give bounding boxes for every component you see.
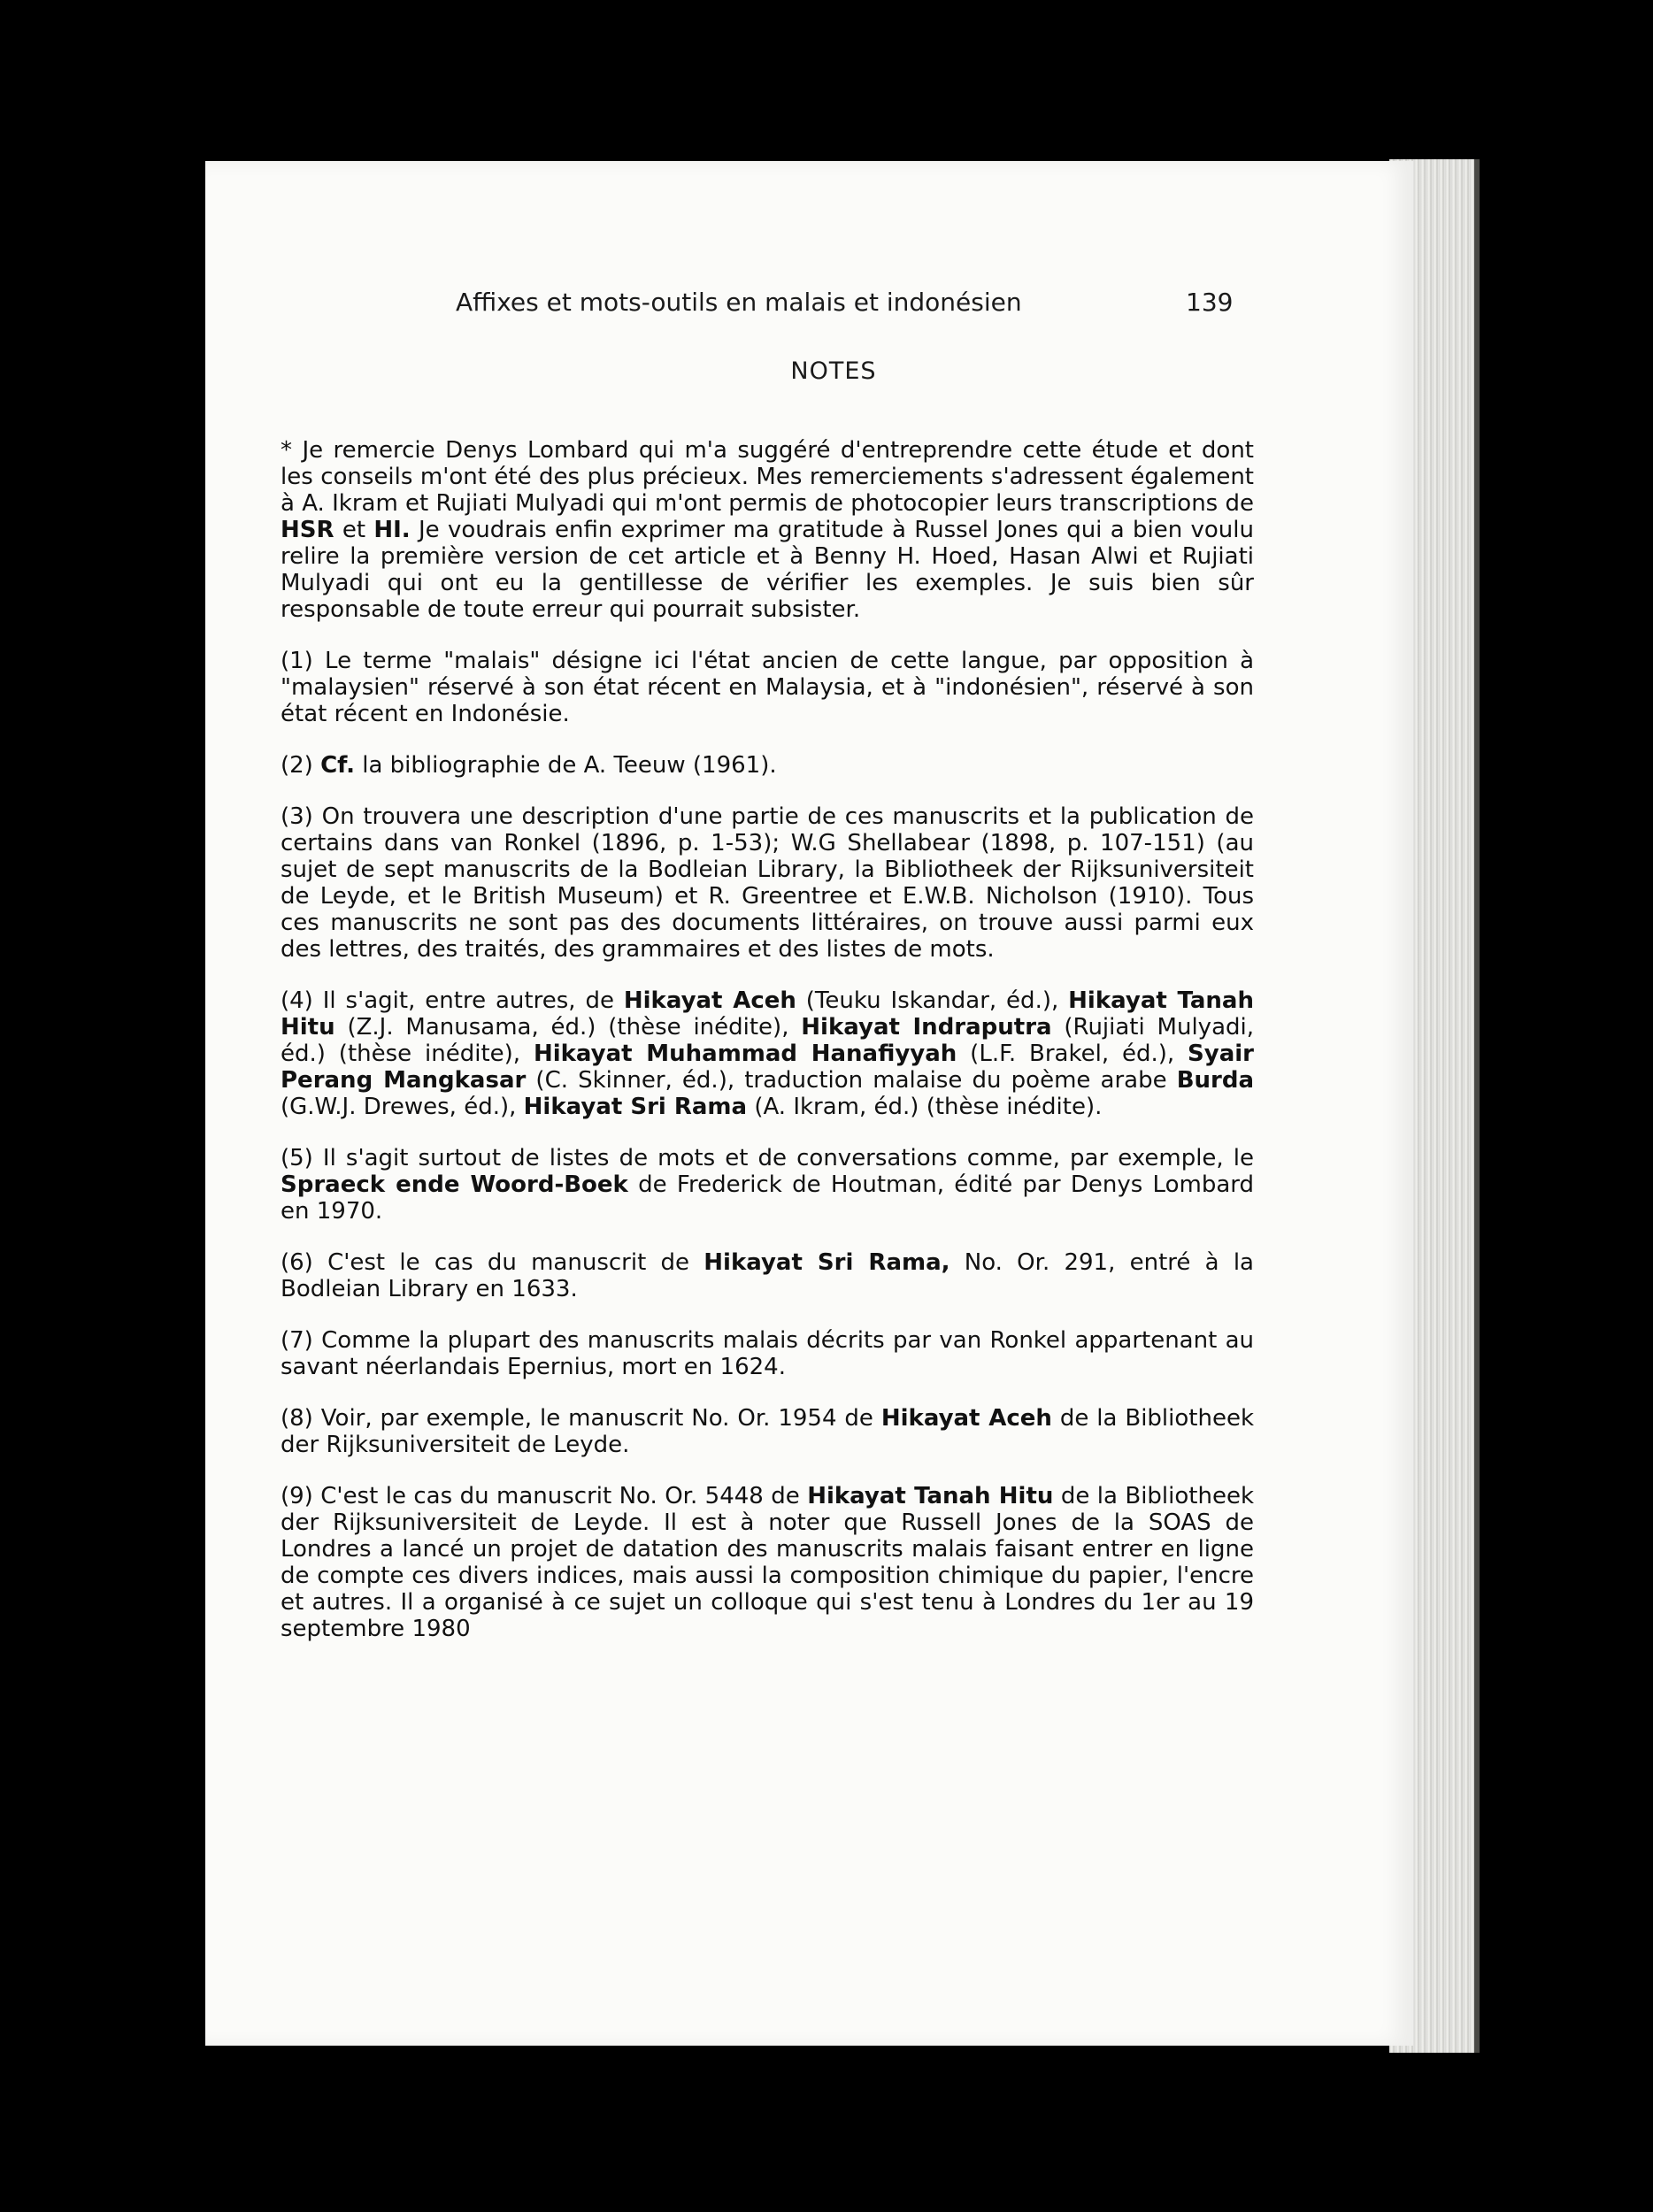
note-text: (2) [281, 752, 321, 779]
note-text: * Je remercie Denys Lombard qui m'a suggéré d'entreprendre cette étude et dont les conseils m'ont été des plus précieux. Mes remerciements s'adressent également à A. Ikram et Rujiati Mulyadi qui m'ont permis de photocopier leurs transcriptions de [281, 437, 1254, 517]
note-text: de la Bibliotheek der Rijksuniversiteit de Leyde. Il est à noter que Russell Jones de la SOAS de Londres a lancé un projet de datation des manuscrits malais faisant entrer en ligne de compte ces divers indices, mais aussi la composition chimique du papier, l'encre et autres. Il a organisé à ce sujet un colloque qui s'est tenu à Londres du 1er au 19 septembre 1980 [281, 1483, 1255, 1642]
note-text: (9) C'est le cas du manuscrit No. Or. 5448 de [281, 1483, 808, 1509]
note-title-emphasis: Hikayat Tanah Hitu [281, 987, 1254, 1041]
note-text: (C. Skinner, éd.), traduction malaise du poème arabe [526, 1067, 1177, 1094]
note-text: (3) On trouvera une description d'une partie de ces manuscrits et la publication de certains dans van Ronkel (1896, p. 1-53); W.G Shellabear (1898, p. 107-151) (au sujet de sept manuscrits de la Bodleian Library, la Bibliotheek der Rijksuniversiteit de Leyde, et le British Museum) et R. Greentree et E.W.B. Nicholson (1910). Tous ces manuscrits ne sont pas des documents littéraires, on trouve aussi parmi eux des lettres, des traités, des grammaires et des listes de mots. [281, 803, 1254, 963]
section-title: NOTES [790, 357, 877, 385]
note-title-emphasis: Hikayat Sri Rama, [703, 1249, 950, 1276]
note-text: (8) Voir, par exemple, le manuscrit No. Or. 1954 de [281, 1405, 881, 1432]
note-4 [281, 987, 1254, 1120]
note-text: (Teuku Iskandar, éd.), [796, 987, 1069, 1014]
notes-list [281, 437, 1254, 1667]
note-title-emphasis: HSR [281, 517, 334, 543]
note-text: (4) Il s'agit, entre autres, de [281, 987, 624, 1014]
note-title-emphasis: Spraeck ende Woord-Boek [281, 1171, 628, 1198]
note-text: la bibliographie de A. Teeuw (1961). [354, 752, 777, 779]
note-title-emphasis: Hikayat Aceh [623, 987, 796, 1014]
note-text: (1) Le terme "malais" désigne ici l'état ancien de cette langue, par opposition à "malaysien" réservé à son état récent en Malaysia, et à "indonésien", réservé à son état récent en Indonésie. [281, 648, 1254, 727]
note-text: (7) Comme la plupart des manuscrits malais décrits par van Ronkel appartenant au savant néerlandais Epernius, mort en 1624. [281, 1327, 1254, 1380]
note-title-emphasis: HI. [373, 517, 411, 543]
note-2 [281, 752, 1254, 779]
note-3 [281, 803, 1254, 963]
book-page [205, 161, 1413, 2046]
note-8 [281, 1405, 1254, 1458]
note-6 [281, 1249, 1254, 1302]
note-text: (Z.J. Manusama, éd.) (thèse inédite), [334, 1014, 802, 1041]
note-acknowledgement [281, 437, 1254, 623]
note-text: de Frederick de Houtman, édité par Denys Lombard en 1970. [281, 1171, 1254, 1225]
note-5 [281, 1145, 1254, 1225]
note-title-emphasis: Hikayat Aceh [880, 1405, 1052, 1432]
note-text: (6) C'est le cas du manuscrit de [281, 1249, 704, 1276]
running-header [205, 288, 1413, 332]
note-text: No. Or. 291, entré à la Bodleian Library en 1633. [281, 1249, 1254, 1302]
running-title: Affixes et mots-outils en malais et indonésien [456, 288, 1022, 317]
note-text: (G.W.J. Drewes, éd.), [281, 1094, 524, 1120]
note-text: (L.F. Brakel, éd.), [957, 1041, 1188, 1067]
note-title-emphasis: Cf. [320, 752, 355, 779]
note-title-emphasis: Hikayat Sri Rama [523, 1094, 748, 1120]
note-text: (5) Il s'agit surtout de listes de mots et de conversations comme, par exemple, le [281, 1145, 1254, 1171]
note-title-emphasis: Burda [1176, 1067, 1255, 1094]
note-title-emphasis: Hikayat Tanah Hitu [807, 1483, 1054, 1509]
note-9 [281, 1483, 1254, 1642]
note-text: et [334, 517, 374, 543]
note-title-emphasis: Hikayat Indraputra [801, 1014, 1052, 1041]
note-title-emphasis: Syair Perang Mangkasar [281, 1041, 1254, 1094]
note-text: (Rujiati Mulyadi, éd.) (thèse inédite), [281, 1014, 1254, 1067]
note-title-emphasis: Hikayat Muhammad Hanafiyyah [533, 1041, 957, 1067]
note-text: Je voudrais enfin exprimer ma gratitude à Russel Jones qui a bien voulu relire la première version de cet article et à Benny H. Hoed, Hasan Alwi et Rujiati Mulyadi qui ont eu la gentillesse de vérifier les exemples. Je suis bien sûr responsable de toute erreur qui pourrait subsister. [281, 517, 1254, 623]
note-text: de la Bibliotheek der Rijksuniversiteit de Leyde. [281, 1405, 1254, 1458]
note-7 [281, 1327, 1254, 1380]
note-1 [281, 648, 1254, 727]
note-text: (A. Ikram, éd.) (thèse inédite). [747, 1094, 1103, 1120]
page-number: 139 [1186, 288, 1234, 317]
